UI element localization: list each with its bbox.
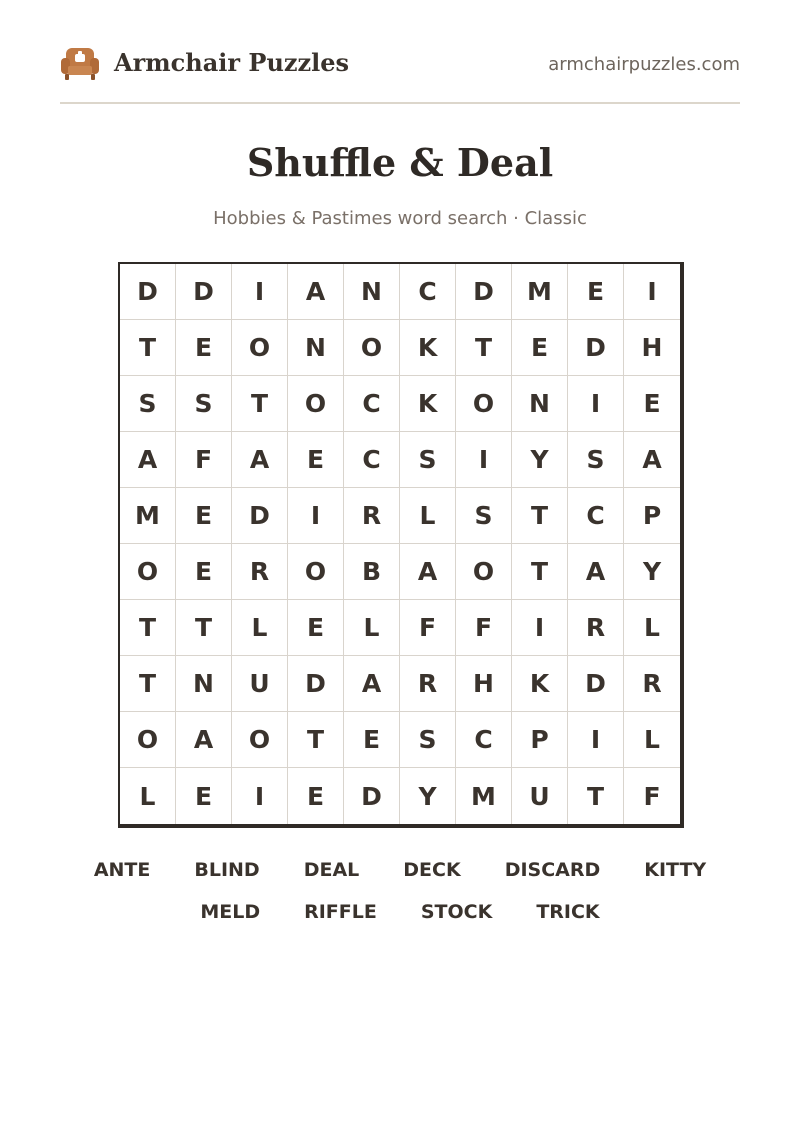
grid-cell[interactable]: S (456, 488, 512, 544)
grid-cell[interactable]: C (456, 712, 512, 768)
grid-cell[interactable]: T (120, 600, 176, 656)
grid-cell[interactable]: K (512, 656, 568, 712)
grid-cell[interactable]: C (344, 432, 400, 488)
grid-cell[interactable]: P (512, 712, 568, 768)
grid-cell[interactable]: L (232, 600, 288, 656)
grid-cell[interactable]: Y (512, 432, 568, 488)
grid-cell[interactable]: L (344, 600, 400, 656)
grid-cell[interactable]: L (400, 488, 456, 544)
grid-cell[interactable]: F (643, 781, 661, 811)
grid-cell[interactable]: D (288, 656, 344, 712)
grid-cell[interactable]: R (400, 656, 456, 712)
grid-cell[interactable]: N (176, 656, 232, 712)
word-list-item: DECK (403, 859, 461, 881)
grid-cell[interactable]: Y (400, 768, 456, 824)
word-list-item: DEAL (303, 859, 360, 881)
grid-cell[interactable]: O (232, 320, 288, 376)
grid-cell[interactable]: D (568, 320, 624, 376)
grid-cell[interactable]: T (568, 768, 624, 824)
grid-cell[interactable]: R (344, 488, 400, 544)
grid-cell[interactable]: L (624, 712, 680, 768)
grid-cell[interactable]: A (344, 656, 400, 712)
grid-cell[interactable]: O (456, 376, 512, 432)
grid-cell[interactable]: C (568, 488, 624, 544)
puzzle-title: Shuffle & Deal (246, 140, 554, 185)
grid-cell[interactable]: E (176, 320, 232, 376)
grid-cell[interactable]: Y (624, 544, 680, 600)
grid-cell[interactable]: O (232, 712, 288, 768)
grid-cell[interactable]: M (456, 768, 512, 824)
grid-cell[interactable]: C (344, 376, 400, 432)
grid-cell[interactable]: A (288, 264, 344, 320)
grid-cell[interactable]: U (232, 656, 288, 712)
word-list-item: KITTY (644, 859, 707, 881)
grid-cell[interactable]: S (400, 712, 456, 768)
grid-cell[interactable]: O (120, 544, 176, 600)
grid-cell[interactable]: S (176, 376, 232, 432)
grid-cell[interactable]: T (456, 320, 512, 376)
grid-cell[interactable]: R (568, 600, 624, 656)
grid-cell[interactable]: T (232, 376, 288, 432)
grid-cell[interactable]: S (400, 432, 456, 488)
grid-cell[interactable]: A (400, 544, 456, 600)
grid-cell[interactable]: T (288, 712, 344, 768)
grid-cell[interactable]: M (120, 488, 176, 544)
grid-cell[interactable]: N (344, 264, 400, 320)
grid-cell[interactable]: E (288, 600, 344, 656)
grid-cell[interactable]: T (120, 656, 176, 712)
grid-cell[interactable]: R (624, 656, 680, 712)
grid-cell[interactable]: I (456, 432, 512, 488)
grid-cell[interactable]: L (120, 768, 176, 824)
puzzle-subtitle: Hobbies & Pastimes word search · Classic (213, 208, 587, 229)
grid-cell[interactable]: N (288, 320, 344, 376)
word-list-item: MELD (200, 901, 261, 923)
grid-cell[interactable]: E (568, 264, 624, 320)
grid-cell[interactable]: E (512, 320, 568, 376)
grid-cell[interactable]: C (400, 264, 456, 320)
grid-cell[interactable]: D (120, 264, 176, 320)
grid-cell[interactable]: D (176, 264, 232, 320)
grid-cell[interactable]: D (232, 488, 288, 544)
grid-cell[interactable]: O (456, 544, 512, 600)
grid-cell[interactable]: T (120, 320, 176, 376)
grid-cell[interactable]: S (120, 376, 176, 432)
grid-cell[interactable]: I (568, 376, 624, 432)
site-header (60, 44, 740, 84)
word-list (60, 858, 740, 924)
letter-grid (118, 262, 684, 828)
grid-cell[interactable]: D (568, 656, 624, 712)
grid-cell[interactable]: F (456, 600, 512, 656)
grid-cell[interactable]: T (512, 488, 568, 544)
grid-cell[interactable]: S (568, 432, 624, 488)
header-divider (60, 102, 740, 104)
grid-cell[interactable]: E (288, 432, 344, 488)
grid-cell[interactable]: H (456, 656, 512, 712)
grid-cell[interactable]: I (568, 712, 624, 768)
word-list-item: ANTE (93, 859, 151, 881)
word-list-item: STOCK (420, 901, 493, 923)
site-url-link[interactable]: armchairpuzzles.com (548, 54, 740, 75)
grid-cell[interactable]: K (400, 320, 456, 376)
grid-cell[interactable]: E (344, 712, 400, 768)
grid-cell[interactable]: F (176, 432, 232, 488)
grid-cell[interactable]: E (288, 768, 344, 824)
grid-cell[interactable]: T (512, 544, 568, 600)
grid-cell[interactable]: P (624, 488, 680, 544)
brand-name[interactable]: Armchair Puzzles (114, 48, 350, 77)
grid-cell[interactable]: I (232, 768, 288, 824)
grid-cell[interactable]: U (512, 768, 568, 824)
grid-cell[interactable]: D (344, 768, 400, 824)
grid-cell[interactable]: I (624, 264, 680, 320)
word-list-item: DISCARD (504, 859, 601, 881)
grid-cell[interactable]: T (176, 600, 232, 656)
grid-cell[interactable]: O (344, 320, 400, 376)
word-list-item: TRICK (536, 901, 600, 923)
word-list-item: RIFFLE (304, 901, 377, 923)
grid-cell[interactable]: I (512, 600, 568, 656)
grid-cell[interactable]: O (288, 544, 344, 600)
grid-cell[interactable]: E (176, 488, 232, 544)
grid-cell[interactable]: A (176, 712, 232, 768)
grid-cell[interactable]: O (120, 712, 176, 768)
grid-cell[interactable]: I (232, 264, 288, 320)
grid-cell[interactable]: E (176, 768, 232, 824)
grid-cell[interactable]: M (512, 264, 568, 320)
grid-cell[interactable]: L (624, 600, 680, 656)
grid-cell[interactable]: H (624, 320, 680, 376)
grid-cell[interactable]: I (288, 488, 344, 544)
grid-cell[interactable]: E (624, 376, 680, 432)
grid-cell[interactable]: F (400, 600, 456, 656)
grid-cell[interactable]: O (288, 376, 344, 432)
grid-cell[interactable]: A (120, 432, 176, 488)
grid-cell[interactable]: K (400, 376, 456, 432)
grid-cell[interactable]: A (232, 432, 288, 488)
armchair-icon (60, 46, 100, 82)
grid-cell[interactable]: D (456, 264, 512, 320)
grid-cell[interactable]: N (512, 376, 568, 432)
grid-cell[interactable]: B (344, 544, 400, 600)
grid-cell[interactable]: R (232, 544, 288, 600)
grid-cell[interactable]: A (624, 432, 680, 488)
grid-cell[interactable]: A (568, 544, 624, 600)
word-list-item: BLIND (194, 859, 260, 881)
grid-cell[interactable]: E (176, 544, 232, 600)
